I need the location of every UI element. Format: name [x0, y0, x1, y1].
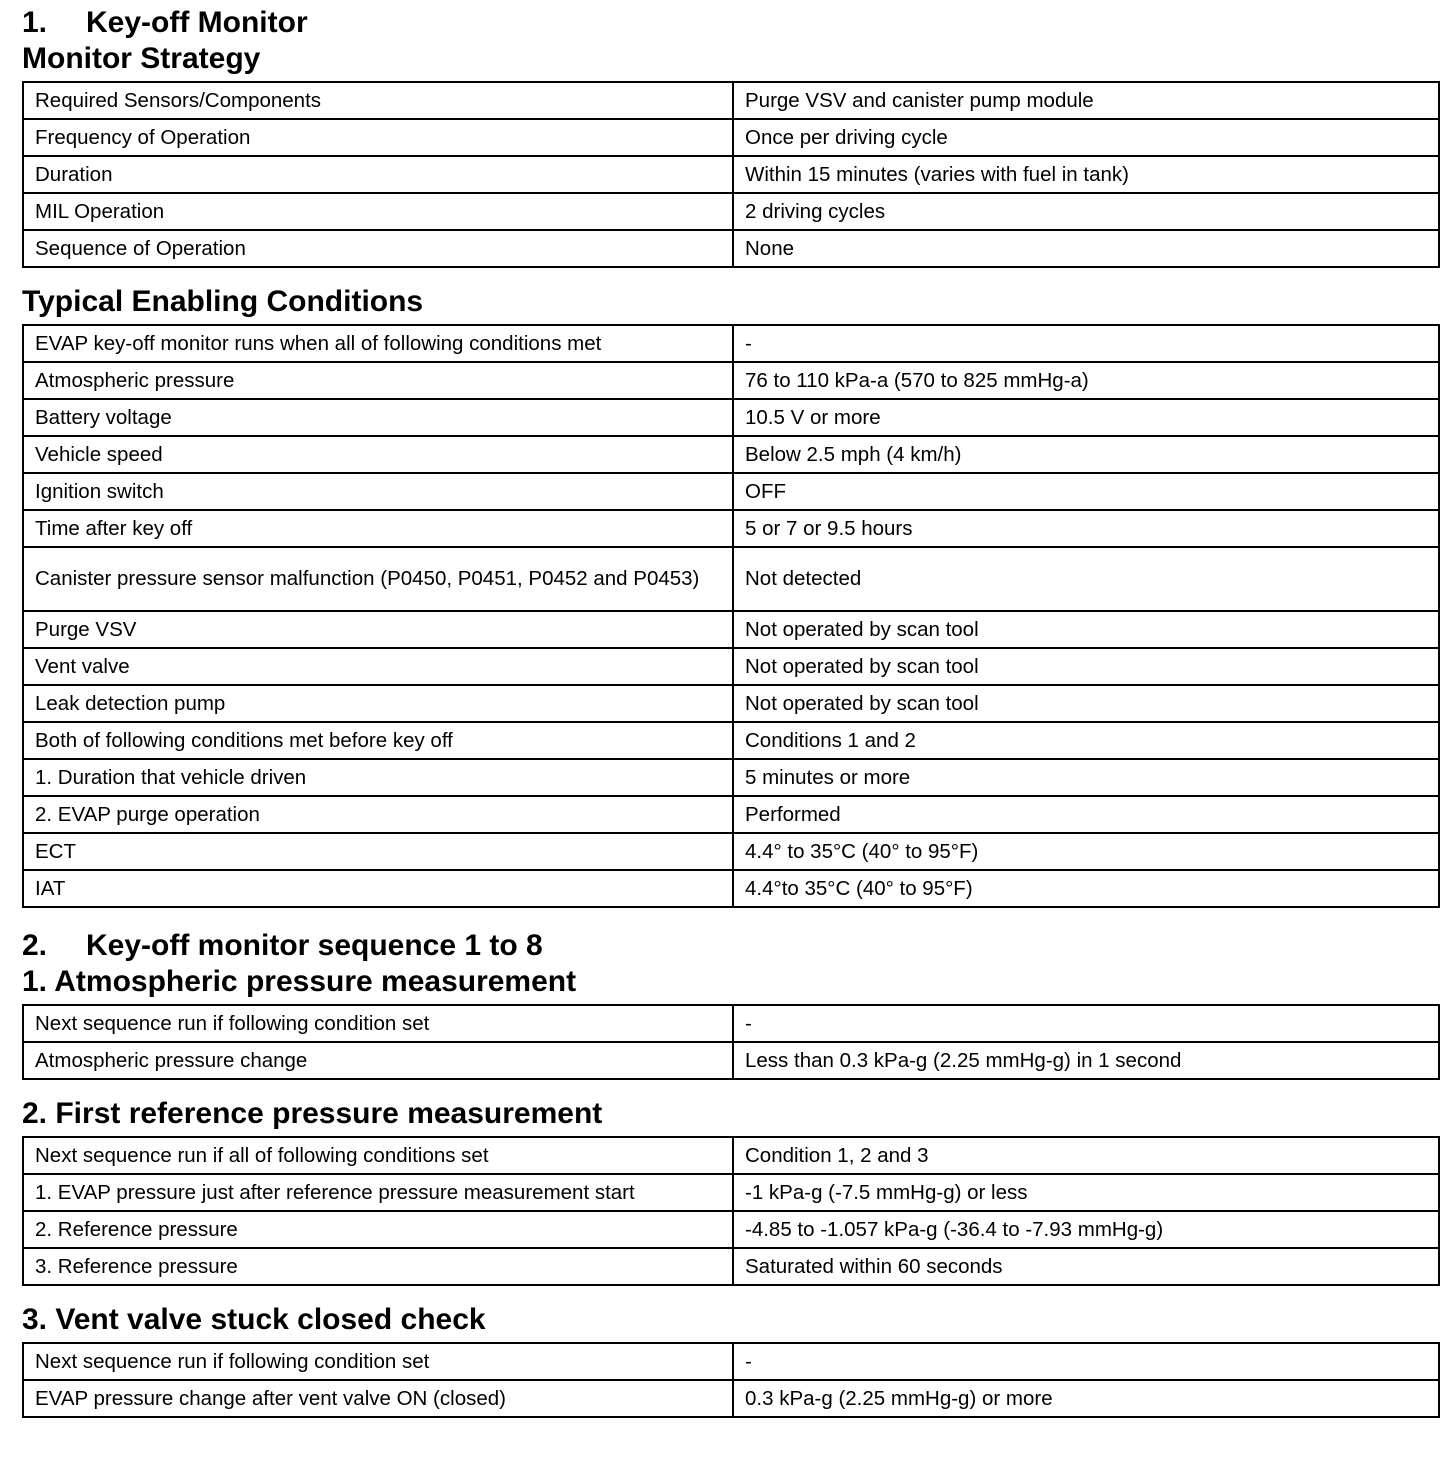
value-cell: None: [733, 230, 1439, 267]
param-cell: EVAP key-off monitor runs when all of following conditions met: [23, 325, 733, 362]
param-cell: Ignition switch: [23, 473, 733, 510]
table-row: [23, 1005, 1439, 1042]
section-2-title: Key-off monitor sequence 1 to 8: [86, 929, 543, 962]
table-row: [23, 473, 1439, 510]
param-cell: Battery voltage: [23, 399, 733, 436]
seq1-heading: 1. Atmospheric pressure measurement: [22, 965, 577, 998]
value-cell: Condition 1, 2 and 3: [733, 1137, 1439, 1174]
value-cell: Not operated by scan tool: [733, 648, 1439, 685]
monitor-strategy-table: [22, 81, 1440, 268]
value-cell: -1 kPa-g (-7.5 mmHg-g) or less: [733, 1174, 1439, 1211]
table-row: [23, 1174, 1439, 1211]
enabling-conditions-heading: Typical Enabling Conditions: [22, 285, 424, 318]
param-cell: Duration: [23, 156, 733, 193]
seq3-table: [22, 1342, 1440, 1418]
param-cell: Vent valve: [23, 648, 733, 685]
param-cell: Required Sensors/Components: [23, 82, 733, 119]
table-row: [23, 1042, 1439, 1079]
table-row: [23, 547, 1439, 611]
table-row: [23, 833, 1439, 870]
param-cell: IAT: [23, 870, 733, 907]
table-row: [23, 685, 1439, 722]
param-cell: Both of following conditions met before key off: [23, 722, 733, 759]
value-cell: Within 15 minutes (varies with fuel in tank): [733, 156, 1439, 193]
param-cell: Next sequence run if following condition set: [23, 1005, 733, 1042]
table-row: [23, 82, 1439, 119]
table-row: [23, 193, 1439, 230]
param-cell: 3. Reference pressure: [23, 1248, 733, 1285]
param-cell: MIL Operation: [23, 193, 733, 230]
document-page: [22, 0, 1440, 1418]
table-row: [23, 156, 1439, 193]
table-row: [23, 796, 1439, 833]
value-cell: 2 driving cycles: [733, 193, 1439, 230]
section-2-number: 2.: [22, 929, 48, 962]
table-row: [23, 399, 1439, 436]
table-row: [23, 510, 1439, 547]
value-cell: 0.3 kPa-g (2.25 mmHg-g) or more: [733, 1380, 1439, 1417]
value-cell: Performed: [733, 796, 1439, 833]
value-cell: 10.5 V or more: [733, 399, 1439, 436]
value-cell: Less than 0.3 kPa-g (2.25 mmHg-g) in 1 second: [733, 1042, 1439, 1079]
value-cell: Not operated by scan tool: [733, 685, 1439, 722]
param-cell: Atmospheric pressure: [23, 362, 733, 399]
table-row: [23, 362, 1439, 399]
section-2-heading: [22, 928, 1440, 964]
seq2-heading: 2. First reference pressure measurement: [22, 1097, 603, 1130]
param-cell: Next sequence run if following condition set: [23, 1343, 733, 1380]
value-cell: 76 to 110 kPa-a (570 to 825 mmHg-a): [733, 362, 1439, 399]
seq1-table: [22, 1004, 1440, 1080]
seq3-heading: 3. Vent valve stuck closed check: [22, 1303, 486, 1336]
enabling-conditions-table: [22, 324, 1440, 908]
value-cell: Conditions 1 and 2: [733, 722, 1439, 759]
param-cell: Purge VSV: [23, 611, 733, 648]
param-cell: 1. Duration that vehicle driven: [23, 759, 733, 796]
table-row: [23, 611, 1439, 648]
param-cell: Frequency of Operation: [23, 119, 733, 156]
section-1-heading: [22, 5, 1440, 41]
param-cell: Next sequence run if all of following conditions set: [23, 1137, 733, 1174]
param-cell: Time after key off: [23, 510, 733, 547]
value-cell: Not detected: [733, 547, 1439, 611]
value-cell: 4.4° to 35°C (40° to 95°F): [733, 833, 1439, 870]
value-cell: -: [733, 1005, 1439, 1042]
param-cell: 2. EVAP purge operation: [23, 796, 733, 833]
value-cell: -: [733, 325, 1439, 362]
value-cell: 5 minutes or more: [733, 759, 1439, 796]
param-cell: 2. Reference pressure: [23, 1211, 733, 1248]
table-row: [23, 1211, 1439, 1248]
table-row: [23, 870, 1439, 907]
value-cell: Saturated within 60 seconds: [733, 1248, 1439, 1285]
value-cell: Not operated by scan tool: [733, 611, 1439, 648]
param-cell: ECT: [23, 833, 733, 870]
table-row: [23, 648, 1439, 685]
section-1-number: 1.: [22, 6, 48, 39]
param-cell: Sequence of Operation: [23, 230, 733, 267]
value-cell: -: [733, 1343, 1439, 1380]
seq2-table: [22, 1136, 1440, 1286]
param-cell: Canister pressure sensor malfunction (P0450, P0451, P0452 and P0453): [23, 547, 733, 611]
value-cell: 4.4°to 35°C (40° to 95°F): [733, 870, 1439, 907]
value-cell: Purge VSV and canister pump module: [733, 82, 1439, 119]
param-cell: 1. EVAP pressure just after reference pressure measurement start: [23, 1174, 733, 1211]
table-row: [23, 1343, 1439, 1380]
table-row: [23, 230, 1439, 267]
value-cell: 5 or 7 or 9.5 hours: [733, 510, 1439, 547]
table-row: [23, 1137, 1439, 1174]
table-row: [23, 1380, 1439, 1417]
param-cell: Atmospheric pressure change: [23, 1042, 733, 1079]
table-row: [23, 325, 1439, 362]
table-row: [23, 722, 1439, 759]
param-cell: Leak detection pump: [23, 685, 733, 722]
table-row: [23, 1248, 1439, 1285]
param-cell: EVAP pressure change after vent valve ON (closed): [23, 1380, 733, 1417]
param-cell: Vehicle speed: [23, 436, 733, 473]
table-row: [23, 436, 1439, 473]
value-cell: OFF: [733, 473, 1439, 510]
monitor-strategy-heading: Monitor Strategy: [22, 42, 261, 75]
value-cell: Below 2.5 mph (4 km/h): [733, 436, 1439, 473]
value-cell: Once per driving cycle: [733, 119, 1439, 156]
value-cell: -4.85 to -1.057 kPa-g (-36.4 to -7.93 mmHg-g): [733, 1211, 1439, 1248]
table-row: [23, 759, 1439, 796]
section-1-title: Key-off Monitor: [86, 6, 308, 39]
table-row: [23, 119, 1439, 156]
